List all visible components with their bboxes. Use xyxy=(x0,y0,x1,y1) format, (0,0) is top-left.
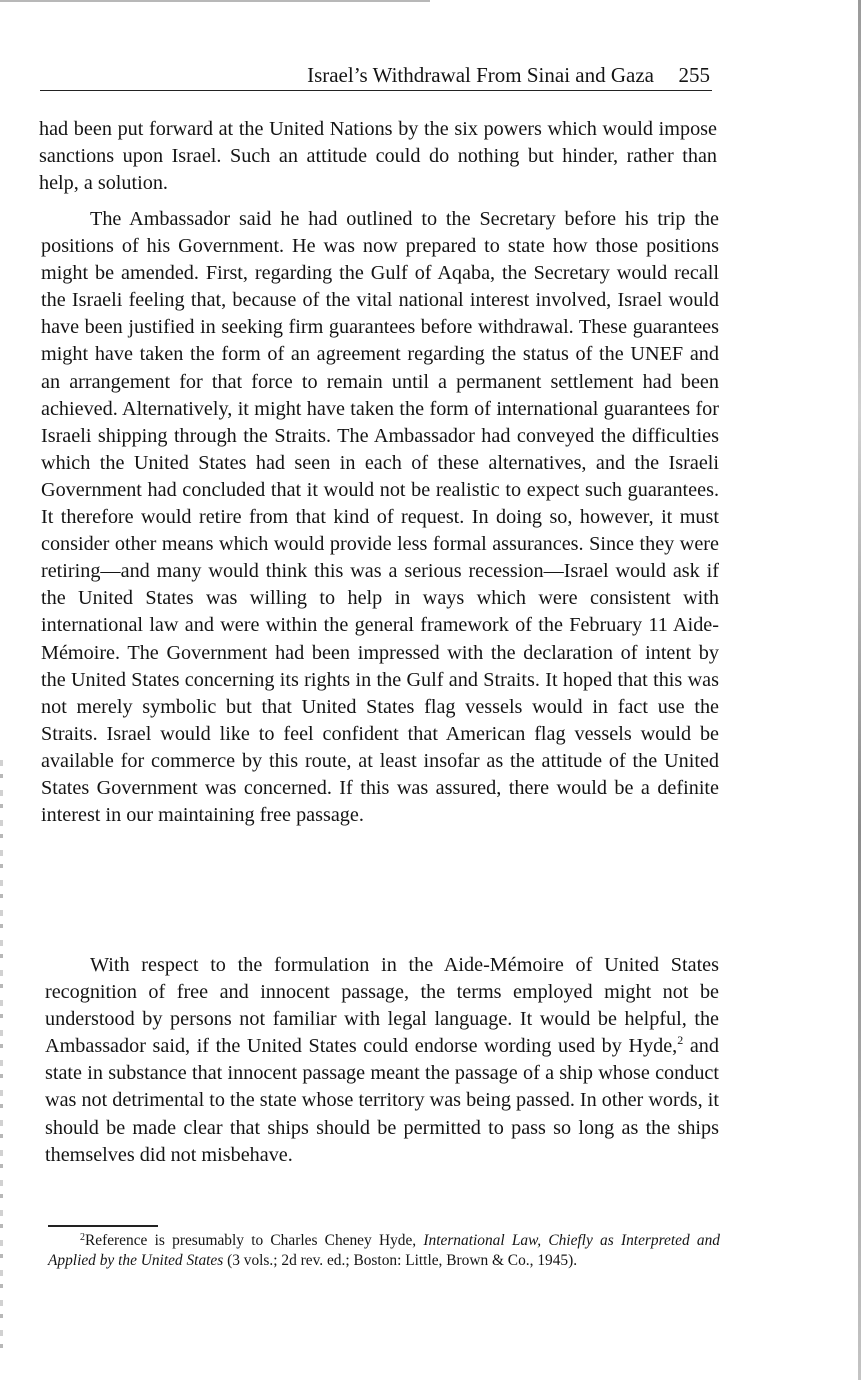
footnote-reference-mark: 2 xyxy=(677,1033,684,1048)
paragraph-ambassador-positions: The Ambassador said he had outlined to the Secretary before his trip the positions of his Government. He was now prepared to state how those positions might be amended. First, regarding the Gulf of Aqaba, the Secretary would recall the Israeli feeling that, because of the vital national interest involved, Israel would have been justified in seeking firm guarantees before withdrawal. These guarantees might have taken the form of an agreement regarding the status of the UNEF and an arrangement for that force to remain until a permanent settlement had been achieved. Alternatively, it might have taken the form of international guarantees for Israeli shipping through the Straits. The Ambassador had conveyed the difficulties which the United States had seen in each of these alternatives, and the Israeli Government had concluded that it would not be realistic to expect such guarantees. It therefore would retire from that kind of request. In doing so, however, it must consider other means which would provide less formal assurances. Since they were retiring—and many would think this was a serious recession—Israel would ask if the United States was willing to help in ways which were consistent with international law and were within the general framework of the February 11 Aide-Mémoire. The Government had been impressed with the declaration of intent by the United States concerning its rights in the Gulf and Straits. It hoped that this was not merely symbolic but that United States flag vessels would in fact use the Straits. Israel would like to feel confident that American flag vessels would be available for commerce by this route, at least insofar as the attitude of the United States Government was concerned. If this was assured, there would be a definite interest in our maintaining free passage. xyxy=(41,208,719,827)
footnote-marker: 2 xyxy=(80,1232,85,1243)
footnote-divider xyxy=(48,1225,158,1227)
footnote-text: Reference is presumably to Charles Cheney Hyde, xyxy=(85,1232,424,1249)
scan-left-edge xyxy=(0,760,3,1360)
footnote-publication-info: (3 vols.; 2d rev. ed.; Boston: Little, Brown & Co., 1945). xyxy=(223,1252,578,1269)
scan-top-edge xyxy=(0,0,430,2)
footnote xyxy=(48,1231,720,1271)
footnote-book-title: International Law, Chiefly as Interpreted and Applied by the United States xyxy=(48,1232,720,1269)
page-number: 255 xyxy=(678,63,710,87)
paragraph-continuation: had been put forward at the United Nations by the six powers which would impose sanctions upon Israel. Such an attitude could do nothing but hinder, rather than help, a solution. xyxy=(39,118,717,195)
running-head xyxy=(40,62,712,91)
paragraph-innocent-passage xyxy=(45,952,719,1169)
running-title: Israel’s Withdrawal From Sinai and Gaza xyxy=(307,63,654,87)
paragraph-text-before-note: With respect to the formulation in the Aide-Mémoire of United States recognition of free and innocent passage, the terms employed might not be understood by persons not familiar with legal language. It would be helpful, the Ambassador said, if the United States could endorse wording used by Hyde, xyxy=(45,954,719,1058)
paragraph-text-after-note: and state in substance that innocent passage meant the passage of a ship whose conduct was not detrimental to the state whose territory was being passed. In other words, it should be made clear that ships should be permitted to pass so long as the ships themselves did not misbehave. xyxy=(45,1035,719,1166)
